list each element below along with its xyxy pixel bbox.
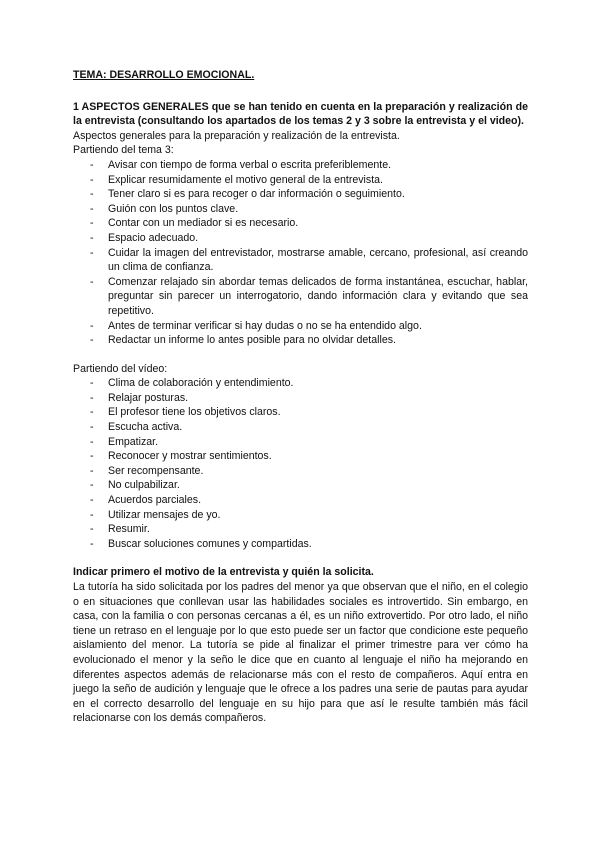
dash-bullet: - (90, 217, 94, 230)
list-item: - Espacio adecuado. (90, 231, 199, 244)
dash-bullet: - (90, 479, 94, 492)
dash-bullet: - (90, 188, 94, 201)
list-item: - Avisar con tiempo de forma verbal o escrita preferiblemente. (90, 158, 392, 171)
list-item: - Empatizar. (90, 435, 159, 448)
dash-bullet: - (90, 537, 94, 550)
tema3-label: Partiendo del tema 3: (73, 144, 174, 157)
document-title: TEMA: DESARROLLO EMOCIONAL. (73, 69, 255, 81)
list-item: - Contar con un mediador si es necesario. (90, 217, 299, 230)
list-item: - Utilizar mensajes de yo. (90, 508, 221, 521)
section-1-heading: 1 ASPECTOS GENERALES que se han tenido en cuenta en la preparación y realización de la entrevista (consultando los apartados de los temas 2 y 3 sobre la entrevista y el video). (73, 100, 528, 128)
list-item: - Explicar resumidamente el motivo general de la entrevista. (90, 173, 383, 186)
list-item: - Tener claro si es para recoger o dar información o seguimiento. (90, 188, 405, 201)
dash-bullet: - (90, 508, 94, 521)
list-item: - Redactar un informe lo antes posible para no olvidar detalles. (90, 334, 396, 347)
dash-bullet: - (90, 173, 94, 186)
list-item: - Escucha activa. (90, 421, 183, 434)
video-label: Partiendo del vídeo: (73, 362, 168, 375)
dash-bullet: - (90, 202, 94, 215)
list-item: - Ser recompensante. (90, 464, 204, 477)
dash-bullet: - (90, 391, 94, 404)
list-item: - Clima de colaboración y entendimiento. (90, 377, 294, 390)
dash-bullet: - (90, 421, 94, 434)
list-item: - Resumir. (90, 523, 150, 536)
list-item: - No culpabilizar. (90, 479, 180, 492)
dash-bullet: - (90, 377, 94, 390)
list-item: - Relajar posturas. (90, 391, 189, 404)
list-item: - Guión con los puntos clave. (90, 202, 239, 215)
dash-bullet: - (90, 158, 94, 171)
list-item: - Cuidar la imagen del entrevistador, mostrarse amable, cercano, profesional, así creando un clima de confianza. (90, 246, 528, 274)
section-1-intro: Aspectos generales para la preparación y realización de la entrevista. (73, 129, 400, 142)
dash-bullet: - (90, 435, 94, 448)
dash-bullet: - (90, 231, 94, 244)
dash-bullet: - (90, 523, 94, 536)
video-list (73, 376, 528, 551)
dash-bullet: - (90, 319, 94, 332)
dash-bullet: - (90, 464, 94, 477)
tema3-list (73, 158, 528, 348)
dash-bullet: - (90, 334, 94, 347)
section-2-paragraph: La tutoría ha sido solicitada por los padres del menor ya que observan que el niño, en el colegio o en situaciones que conllevan usar las habilidades sociales es introvertido. Sin embargo, en casa, con la familia o con personas cercanas a él, es un niño extrovertido. Por otro lado, el niño tiene un retraso en el lenguaje por lo que esto puede ser un factor que condicione este pequeño aislamiento del menor. La tutoría se pide al finalizar el primer trimestre para ver cómo ha evolucionado el menor y la seño le dice que en cuanto al lenguaje el niño ha mejorando en diferentes aspectos además de relacionarse más con el resto de compañeros. Aquí entra en juego la seño de audición y lenguaje que le ofrece a los padres una serie de pautas para ayudar en el correcto desarrollo del lenguaje en su hijo para que así le resulte también más fácil relacionarse con los demás compañeros. (73, 581, 528, 725)
list-item: - Comenzar relajado sin abordar temas delicados de forma instantánea, escuchar, hablar, preguntar sin parecer un interrogatorio, dando información clara y evitando que sea repetitivo. (90, 275, 528, 317)
dash-bullet: - (90, 450, 94, 463)
list-item: - Reconocer y mostrar sentimientos. (90, 450, 272, 463)
list-item: - Antes de terminar verificar si hay dudas o no se ha entendido algo. (90, 319, 422, 332)
dash-bullet: - (90, 494, 94, 507)
dash-bullet: - (90, 246, 94, 259)
list-item: - Acuerdos parciales. (90, 494, 202, 507)
dash-bullet: - (90, 406, 94, 419)
dash-bullet: - (90, 275, 94, 288)
section-2-heading: Indicar primero el motivo de la entrevista y quién la solicita. (73, 566, 374, 579)
document-content (73, 68, 528, 726)
list-item: - Buscar soluciones comunes y compartidas. (90, 537, 312, 550)
list-item: - El profesor tiene los objetivos claros. (90, 406, 281, 419)
